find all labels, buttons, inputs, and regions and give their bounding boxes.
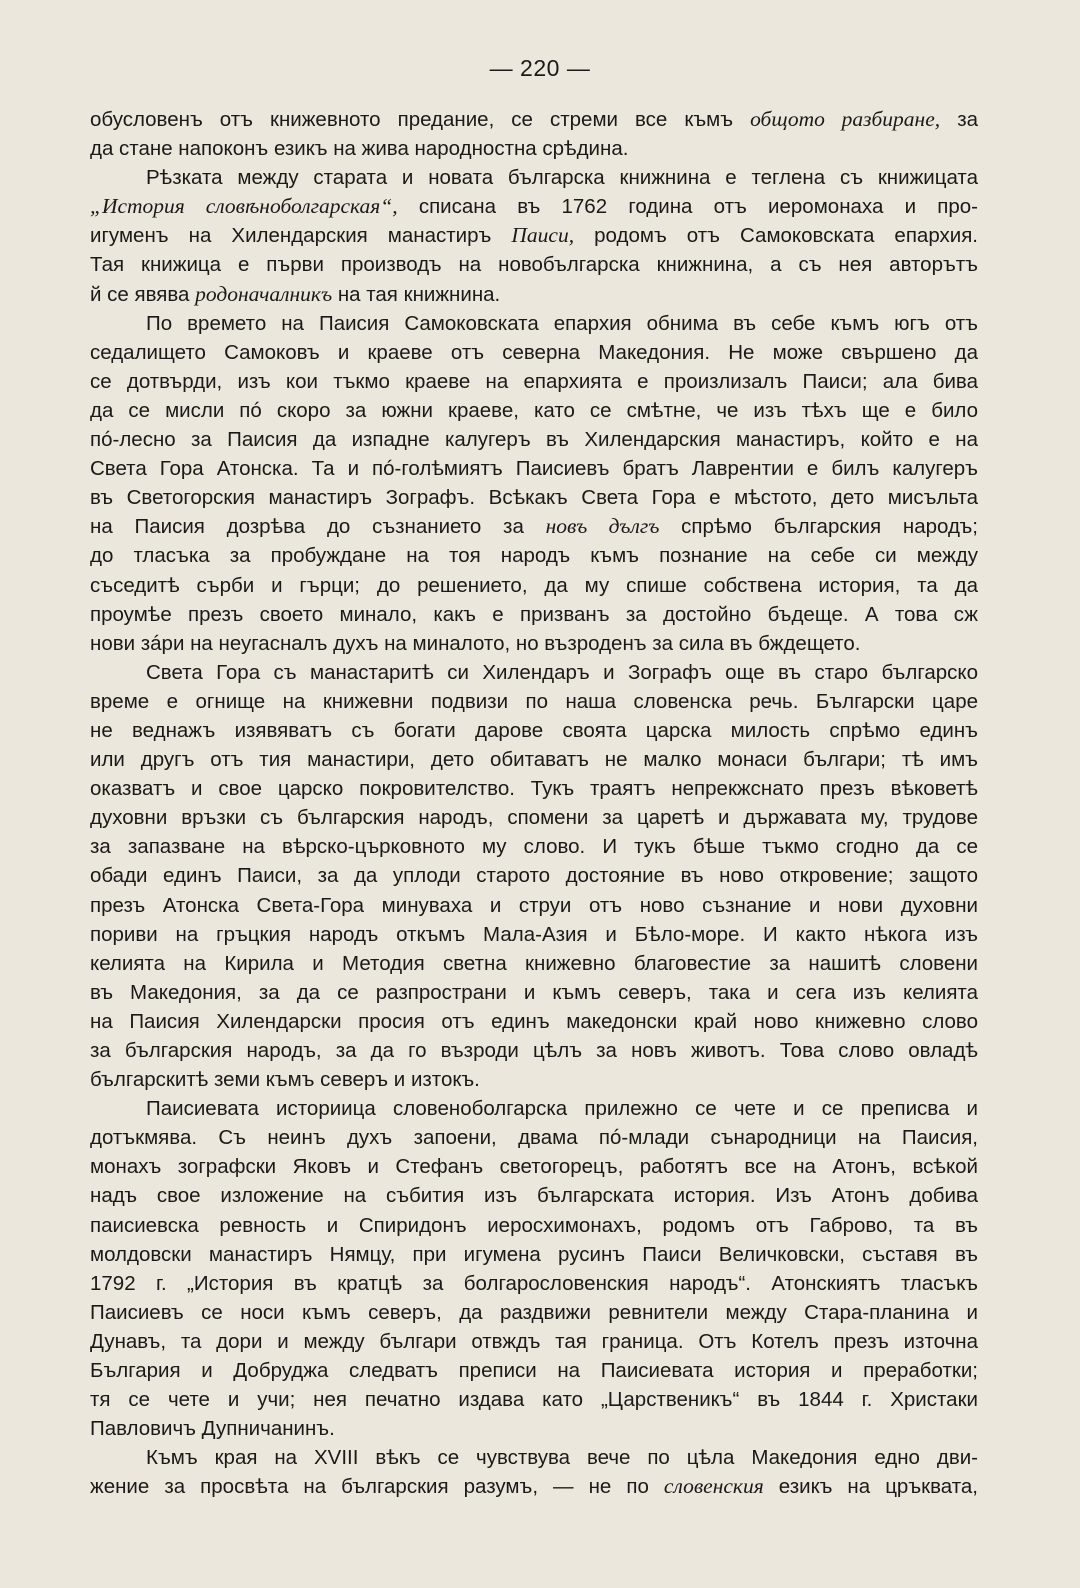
text-line	[90, 425, 978, 454]
text-run: 1792 г. „История въ кратцѣ за болгарословенския народъ“. Атонскиятъ тласъкъ	[90, 1271, 978, 1295]
text-run: спрѣмо българския народъ;	[659, 515, 978, 539]
text-run: родомъ отъ Самоковската епархия.	[574, 224, 978, 248]
text-run: Паисиевъ се носи къмъ северъ, да раздвижи ревнители между Стара-планина и	[90, 1300, 978, 1324]
text-line	[90, 134, 978, 163]
text-line	[90, 716, 978, 745]
text-line	[90, 541, 978, 570]
text-line	[90, 105, 978, 134]
text-run: монахъ зографски Яковъ и Стефанъ светогорецъ, работятъ все на Атонъ, всѣкой	[90, 1155, 978, 1179]
text-run: Къмъ края на XVIII вѣкъ се чувствува вече по цѣла Македония едно дви-	[146, 1446, 978, 1470]
text-run: духовни връзки съ българския народъ, спомени за царетѣ и държавата му, трудове	[90, 806, 978, 830]
text-line	[90, 1385, 978, 1414]
text-run: списана въ 1762 година отъ иеромонаха и про-	[397, 195, 978, 219]
text-line	[90, 1356, 978, 1385]
text-run: Дунавъ, та дори и между българи отвждъ тая граница. Отъ Котелъ презъ източна	[90, 1329, 978, 1353]
text-line	[90, 338, 978, 367]
text-line	[90, 163, 978, 192]
text-line	[90, 367, 978, 396]
text-run: й се явява	[90, 282, 196, 306]
text-line	[90, 1094, 978, 1123]
text-run: келията на Кирила и Методия светна книжевно благовестие за нашитѣ словени	[90, 951, 978, 975]
text-line	[90, 396, 978, 425]
text-run: българскитѣ земи къмъ северъ и изтокъ.	[90, 1068, 480, 1092]
paragraph	[90, 1094, 978, 1443]
text-line	[90, 891, 978, 920]
text-run: жение за просвѣта на българския разумъ, — не по	[90, 1475, 664, 1499]
text-run: презъ Атонска Света-Гора минуваха и струи отъ ново съзнание и нови духовни	[90, 893, 978, 917]
text-line	[90, 1298, 978, 1327]
paragraph	[90, 658, 978, 1094]
text-run: дотъкмява. Съ неинъ духъ запоени, двама пó-млади сънародници на Паисия,	[90, 1126, 978, 1150]
text-run: молдовски манастиръ Нямцу, при игумена русинъ Паиси Величковски, съставя въ	[90, 1242, 978, 1266]
text-run: езикъ на цръквата,	[763, 1475, 978, 1499]
text-run: Света Гора съ манастаритѣ си Хилендаръ и Зографъ още въ старо българско	[146, 660, 978, 684]
text-run: По времето на Паисия Самоковската епархия обнима въ себе къмъ югъ отъ	[146, 311, 978, 335]
italic-emphasis: общото разбиране,	[750, 107, 941, 131]
text-line	[90, 1036, 978, 1065]
text-line	[90, 949, 978, 978]
italic-emphasis: словенския	[663, 1474, 764, 1499]
text-line	[90, 1269, 978, 1298]
text-line	[90, 1065, 978, 1094]
text-line	[90, 309, 978, 338]
text-run: въ Светогорския манастиръ Зографъ. Всѣкакъ Света Гора е мѣстото, дето мисъльта	[90, 486, 978, 510]
text-run: тя се чете и учи; нея печатно издава като „Царственикъ“ въ 1844 г. Христаки	[90, 1388, 978, 1412]
text-line	[90, 571, 978, 600]
text-line	[90, 1240, 978, 1269]
text-line	[90, 861, 978, 890]
text-run: се дотвърди, изъ кои тъкмо краеве на епархията е произлизалъ Паиси; ала бива	[90, 369, 978, 393]
text-line	[90, 600, 978, 629]
text-run: за запазване на вѣрско-църковното му слово. И тукъ бѣше тъкмо сгодно да се	[90, 835, 978, 859]
text-line	[90, 832, 978, 861]
text-run: да се мисли пó скоро за южни краеве, като се смѣтне, че изъ тѣхъ ще е било	[90, 398, 978, 422]
text-line	[90, 192, 978, 221]
text-run: Света Гора Атонска. Та и пó-голѣмиятъ Паисиевъ братъ Лаврентии е билъ калугеръ	[90, 457, 978, 481]
text-line	[90, 454, 978, 483]
text-run: на Паисия дозрѣва до съзнанието за	[90, 515, 546, 539]
text-run: проумѣе презъ своето минало, какъ е призванъ за достойно бъдеще. А това сж	[90, 602, 978, 626]
text-line	[90, 1181, 978, 1210]
text-run: на Паисия Хилендарски просия отъ единъ македонски край ново книжевно слово	[90, 1009, 978, 1033]
text-line	[90, 1123, 978, 1152]
text-line	[90, 803, 978, 832]
text-line	[90, 1211, 978, 1240]
text-run: оказватъ и свое царско покровителство. Тукъ траятъ непрекжснато презъ вѣковетѣ	[90, 777, 978, 801]
text-line	[90, 1152, 978, 1181]
text-run: паисиевска ревность и Спиридонъ иеросхимонахъ, родомъ отъ Габрово, та въ	[90, 1213, 978, 1237]
page-number: — 220 —	[489, 55, 591, 81]
text-line	[90, 512, 978, 541]
text-run: или другъ отъ тия манастири, дето обитаватъ не малко монаси българи; тѣ имъ	[90, 748, 978, 772]
text-run: България и Добруджа следватъ преписи на Паисиевата история и преработки;	[90, 1359, 978, 1383]
text-run: до тласъка за пробуждане на тоя народъ къмъ познание на себе си между	[90, 544, 978, 568]
text-run: Паисиевата историица словеноболгарска прилежно се чете и се преписва и	[146, 1097, 978, 1121]
text-line	[90, 1472, 978, 1501]
text-line	[90, 658, 978, 687]
paragraph	[90, 163, 978, 308]
text-line	[90, 221, 978, 250]
text-line	[90, 1327, 978, 1356]
text-run: пориви на гръцкия народъ откъмъ Мала-Азия и Бѣло-море. И както нѣкога изъ	[90, 922, 978, 946]
text-run: обади единъ Паиси, за да уплоди старото достояние въ ново откровение; защото	[90, 864, 978, 888]
text-body	[90, 105, 978, 1502]
text-line	[90, 978, 978, 1007]
paragraph	[90, 309, 978, 658]
text-run: да стане напоконъ езикъ на жива народностна срѣдина.	[90, 137, 629, 161]
text-run: съседитѣ сърби и гърци; до решението, да му спише собствена история, та да	[90, 573, 978, 597]
text-line	[90, 774, 978, 803]
text-line	[90, 483, 978, 512]
text-line	[90, 250, 978, 279]
italic-emphasis: новъ дългъ	[545, 514, 660, 539]
text-run: седалището Самоковъ и краеве отъ северна Македония. Не може свършено да	[90, 340, 978, 364]
text-run: Павловичъ Дупничанинъ.	[90, 1417, 335, 1441]
paragraph	[90, 1443, 978, 1501]
text-line	[90, 920, 978, 949]
italic-emphasis: Паиси,	[511, 223, 575, 248]
text-line	[90, 1007, 978, 1036]
text-run: Рѣзката между старата и новата българска книжнина е теглена съ книжицата	[146, 166, 978, 190]
italic-emphasis: „История словѣноболгарская“,	[90, 194, 398, 219]
text-line	[90, 1443, 978, 1472]
text-run: Тая книжица е първи производъ на новобългарска книжнина, а съ нея авторътъ	[90, 253, 978, 277]
text-run: нови зáри на неугасналъ духъ на миналото, но възроденъ за сила въ бждещето.	[90, 631, 861, 655]
text-run: не веднажъ изявяватъ съ богати дарове своята царска милость спрѣмо единъ	[90, 718, 978, 742]
text-run: за	[940, 108, 978, 131]
text-run: на тая книжнина.	[332, 282, 501, 306]
text-run: време е огнище на книжевни подвизи по наша словенска речь. Български царе	[90, 689, 978, 713]
text-line	[90, 745, 978, 774]
text-line	[90, 1414, 978, 1443]
text-run: въ Македония, за да се разпространи и къмъ северъ, така и сега изъ келията	[90, 980, 978, 1004]
text-line	[90, 280, 978, 309]
text-line	[90, 629, 978, 658]
text-run: обусловенъ отъ книжевното предание, се стреми все къмъ	[90, 108, 751, 131]
text-run: игуменъ на Хилендарския манастиръ	[90, 224, 512, 248]
italic-emphasis: родоначалникъ	[195, 281, 333, 306]
text-run: надъ свое изложение на събития изъ българската история. Изъ Атонъ добива	[90, 1184, 978, 1208]
paragraph	[90, 105, 978, 163]
text-run: пó-лесно за Паисия да изпадне калугеръ въ Хилендарския манастиръ, който е на	[90, 428, 978, 452]
text-run: за българския народъ, за да го възроди цѣлъ за новъ животъ. Това слово овладѣ	[90, 1039, 978, 1062]
text-line	[90, 687, 978, 716]
